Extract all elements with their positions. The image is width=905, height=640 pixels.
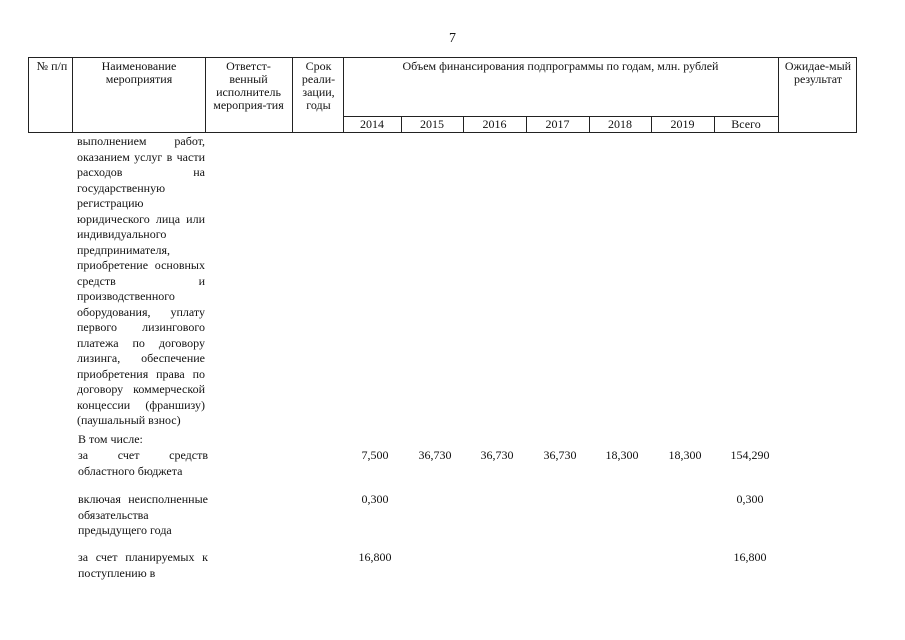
cell-value: 0,300 xyxy=(361,492,389,506)
page-number: 7 xyxy=(449,31,456,46)
year-2015: 2015 xyxy=(420,117,444,131)
year-2017: 2017 xyxy=(545,117,570,131)
cell-value: 18,300 xyxy=(668,448,702,462)
cell-value: 7,500 xyxy=(361,448,389,462)
cell-value: 18,300 xyxy=(605,448,639,462)
year-total: Всего xyxy=(731,117,761,131)
row-label-planned: за счет планируемых к поступлению в xyxy=(78,550,208,580)
header-funding: Объем финансирования подпрограммы по годам, млн. рублей xyxy=(402,59,719,73)
year-2016: 2016 xyxy=(482,117,507,131)
cell-value: 36,730 xyxy=(418,448,452,462)
in-total-label: В том числе: xyxy=(78,432,143,446)
year-2019: 2019 xyxy=(670,117,695,131)
cell-value: 154,290 xyxy=(730,448,770,462)
header-term: Срок реали-зации, годы xyxy=(301,59,336,112)
col-divider xyxy=(292,57,293,133)
col-divider xyxy=(778,57,779,133)
col-divider xyxy=(72,57,73,133)
header-responsible: Ответст-венный исполнитель мероприя-тия xyxy=(213,59,284,112)
row-label-unfulfilled: включая неисполненные обязательства предыдущего года xyxy=(78,492,208,537)
cell-value: 36,730 xyxy=(480,448,514,462)
description-text: выполнением работ, оказанием услуг в части расходов на государственную регистрацию юридического лица или индивидуального предпринимателя, приобретение основных средств и производственного оборудования, уплату первого лизингового платежа по договору лизинга, обеспечение приобретения права по договору коммерческой концессии (франшизу) (паушальный взнос) xyxy=(77,134,205,427)
header-result: Ожидае-мый результат xyxy=(784,59,852,86)
header-name: Наименование мероприятия xyxy=(101,59,177,86)
year-2014: 2014 xyxy=(360,117,384,131)
year-2018: 2018 xyxy=(608,117,632,131)
col-divider xyxy=(205,57,206,133)
table-header xyxy=(28,57,857,133)
header-num: № п/п xyxy=(36,59,68,73)
activity-description xyxy=(77,134,205,429)
cell-value: 16,800 xyxy=(733,550,767,564)
cell-value: 36,730 xyxy=(543,448,577,462)
row-label-regional-budget: за счет средств областного бюджета xyxy=(78,448,208,478)
cell-value: 0,300 xyxy=(736,492,764,506)
cell-value: 16,800 xyxy=(358,550,392,564)
